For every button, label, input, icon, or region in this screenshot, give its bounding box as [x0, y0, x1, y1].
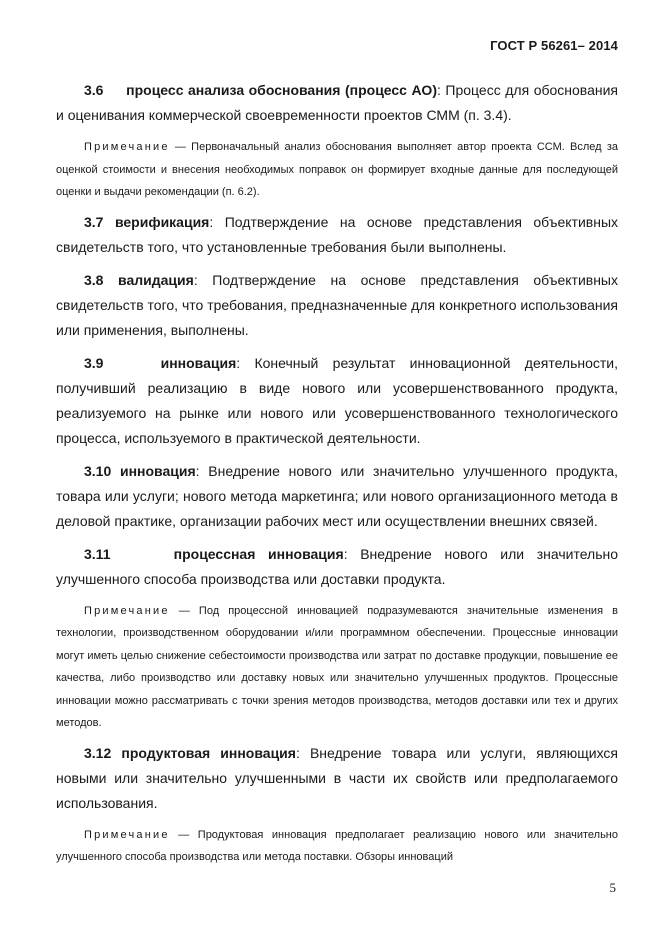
term-name: продуктовая инновация: [121, 744, 296, 761]
term-name: верификация: [114, 213, 210, 230]
note-label: Примечание: [84, 828, 170, 841]
page-number: 5: [609, 880, 616, 895]
term-number: 3.12: [84, 744, 112, 761]
term-name: валидация: [118, 271, 194, 288]
term-name: процесс анализа обоснования (процесс АО): [126, 82, 437, 98]
term-definition: Конечный результат инновационной деятельности, получивший реализацию в виде нового или усовершенствованного продукта, реализуемого на рынке или нового или усовершенствованного технологического процесса, используемого в практической деятельности.: [56, 354, 619, 446]
term-3-11: 3.11 процессная инновация: Внедрение нового или значительно улучшенного способа производства или доставки продукта.: [56, 545, 619, 587]
term-number: 3.6: [84, 82, 104, 98]
term-3-8: 3.8 валидация: Подтверждение на основе представления объективных свидетельств того, что требования, предназначенные для конкретного использования или применения, выполнены.: [56, 271, 618, 338]
term-definition: Подтверждение на основе представления объективных свидетельств того, что требования, предназначенные для конкретного использования или применения, выполнены.: [56, 271, 618, 338]
term-definition: Внедрение нового или значительно улучшенного продукта, товара или услуги; нового метода маркетинга; или нового организационного метода в деловой практике, организации рабочих мест или осуществлении внешних связей.: [56, 462, 619, 529]
note-3-12: Примечание — Продуктовая инновация предполагает реализацию нового или значительно улучшенного способа производства или метода поставки. Обзоры инноваций: [56, 828, 618, 863]
term-name: инновация: [160, 354, 237, 371]
term-definition: Внедрение нового или значительно улучшенного способа производства или доставки продукта.: [56, 545, 619, 587]
term-3-12: 3.12 продуктовая инновация: Внедрение товара или услуги, являющихся новыми или значительно улучшенными в части их свойств или предполагаемого использования.: [56, 744, 619, 811]
term-definition: Процесс для обоснования и оценивания коммерческой своевременности проектов СММ (п. 3.4).: [56, 82, 618, 123]
note-label: Примечание: [84, 604, 170, 617]
term-definition: Подтверждение на основе представления объективных свидетельств того, что установленные требования были выполнены.: [56, 213, 619, 255]
term-number: 3.8: [84, 271, 104, 288]
note-text: Продуктовая инновация предполагает реализацию нового или значительно улучшенного способа производства или метода поставки. Обзоры инноваций: [56, 828, 618, 863]
term-number: 3.9: [84, 354, 104, 371]
term-3-6: 3.6 процесс анализа обоснования (процесс АО): Процесс для обоснования и оценивания коммерческой своевременности проектов СММ (п. 3.4).: [56, 82, 618, 123]
note-text: Под процессной инновацией подразумеваются значительные изменения в технологии, производственном оборудовании и/или программном обеспечении. Процессные инновации могут иметь целью снижение себестоимости производства или затрат по доставке продукции, повышение ее качества, либо производство или доставку новых или значительно улучшенных продуктов. Процессные инновации можно рассматривать с точки зрения методов производства, методов доставки или тех и других методов.: [56, 604, 618, 729]
term-number: 3.10: [84, 462, 112, 479]
term-name: процессная инновация: [173, 545, 344, 562]
term-number: 3.7: [84, 213, 104, 230]
term-number: 3.11: [84, 545, 111, 562]
term-name: инновация: [119, 462, 196, 479]
term-definition: Внедрение товара или услуги, являющихся новыми или значительно улучшенными в части их свойств или предполагаемого использования.: [56, 744, 619, 811]
note-3-11: Примечание — Под процессной инновацией подразумеваются значительные изменения в технологии, производственном оборудовании и/или программном обеспечении. Процессные инновации могут иметь целью снижение себестоимости производства или затрат по доставке продукции, повышение ее качества, либо производство или доставку новых или значительно улучшенных продуктов. Процессные инновации можно рассматривать с точки зрения методов производства, методов доставки или тех и других методов.: [56, 604, 618, 729]
note-label: Примечание: [84, 141, 170, 153]
term-3-9: 3.9 инновация: Конечный результат инновационной деятельности, получивший реализацию в виде нового или усовершенствованного продукта, реализуемого на рынке или нового или усовершенствованного технологического процесса, используемого в практической деятельности.: [56, 354, 619, 446]
term-3-7: 3.7 верификация: Подтверждение на основе представления объективных свидетельств того, что установленные требования были выполнены.: [56, 213, 619, 255]
page-content: [56, 78, 618, 875]
standard-header: ГОСТ Р 56261– 2014: [490, 38, 618, 53]
note-text: Первоначальный анализ обоснования выполняет автор проекта ССМ. Вслед за оценкой стоимости и внесения необходимых поправок он формирует входные данные для последующей оценки и выдачи рекомендации (п. 6.2).: [56, 141, 618, 198]
term-3-10: 3.10 инновация: Внедрение нового или значительно улучшенного продукта, товара или услуги; нового метода маркетинга; или нового организационного метода в деловой практике, организации рабочих мест или осуществлении внешних связей.: [56, 462, 619, 529]
note-3-6: Примечание — Первоначальный анализ обоснования выполняет автор проекта ССМ. Вслед за оценкой стоимости и внесения необходимых поправок он формирует входные данные для последующей оценки и выдачи рекомендации (п. 6.2).: [56, 141, 618, 198]
